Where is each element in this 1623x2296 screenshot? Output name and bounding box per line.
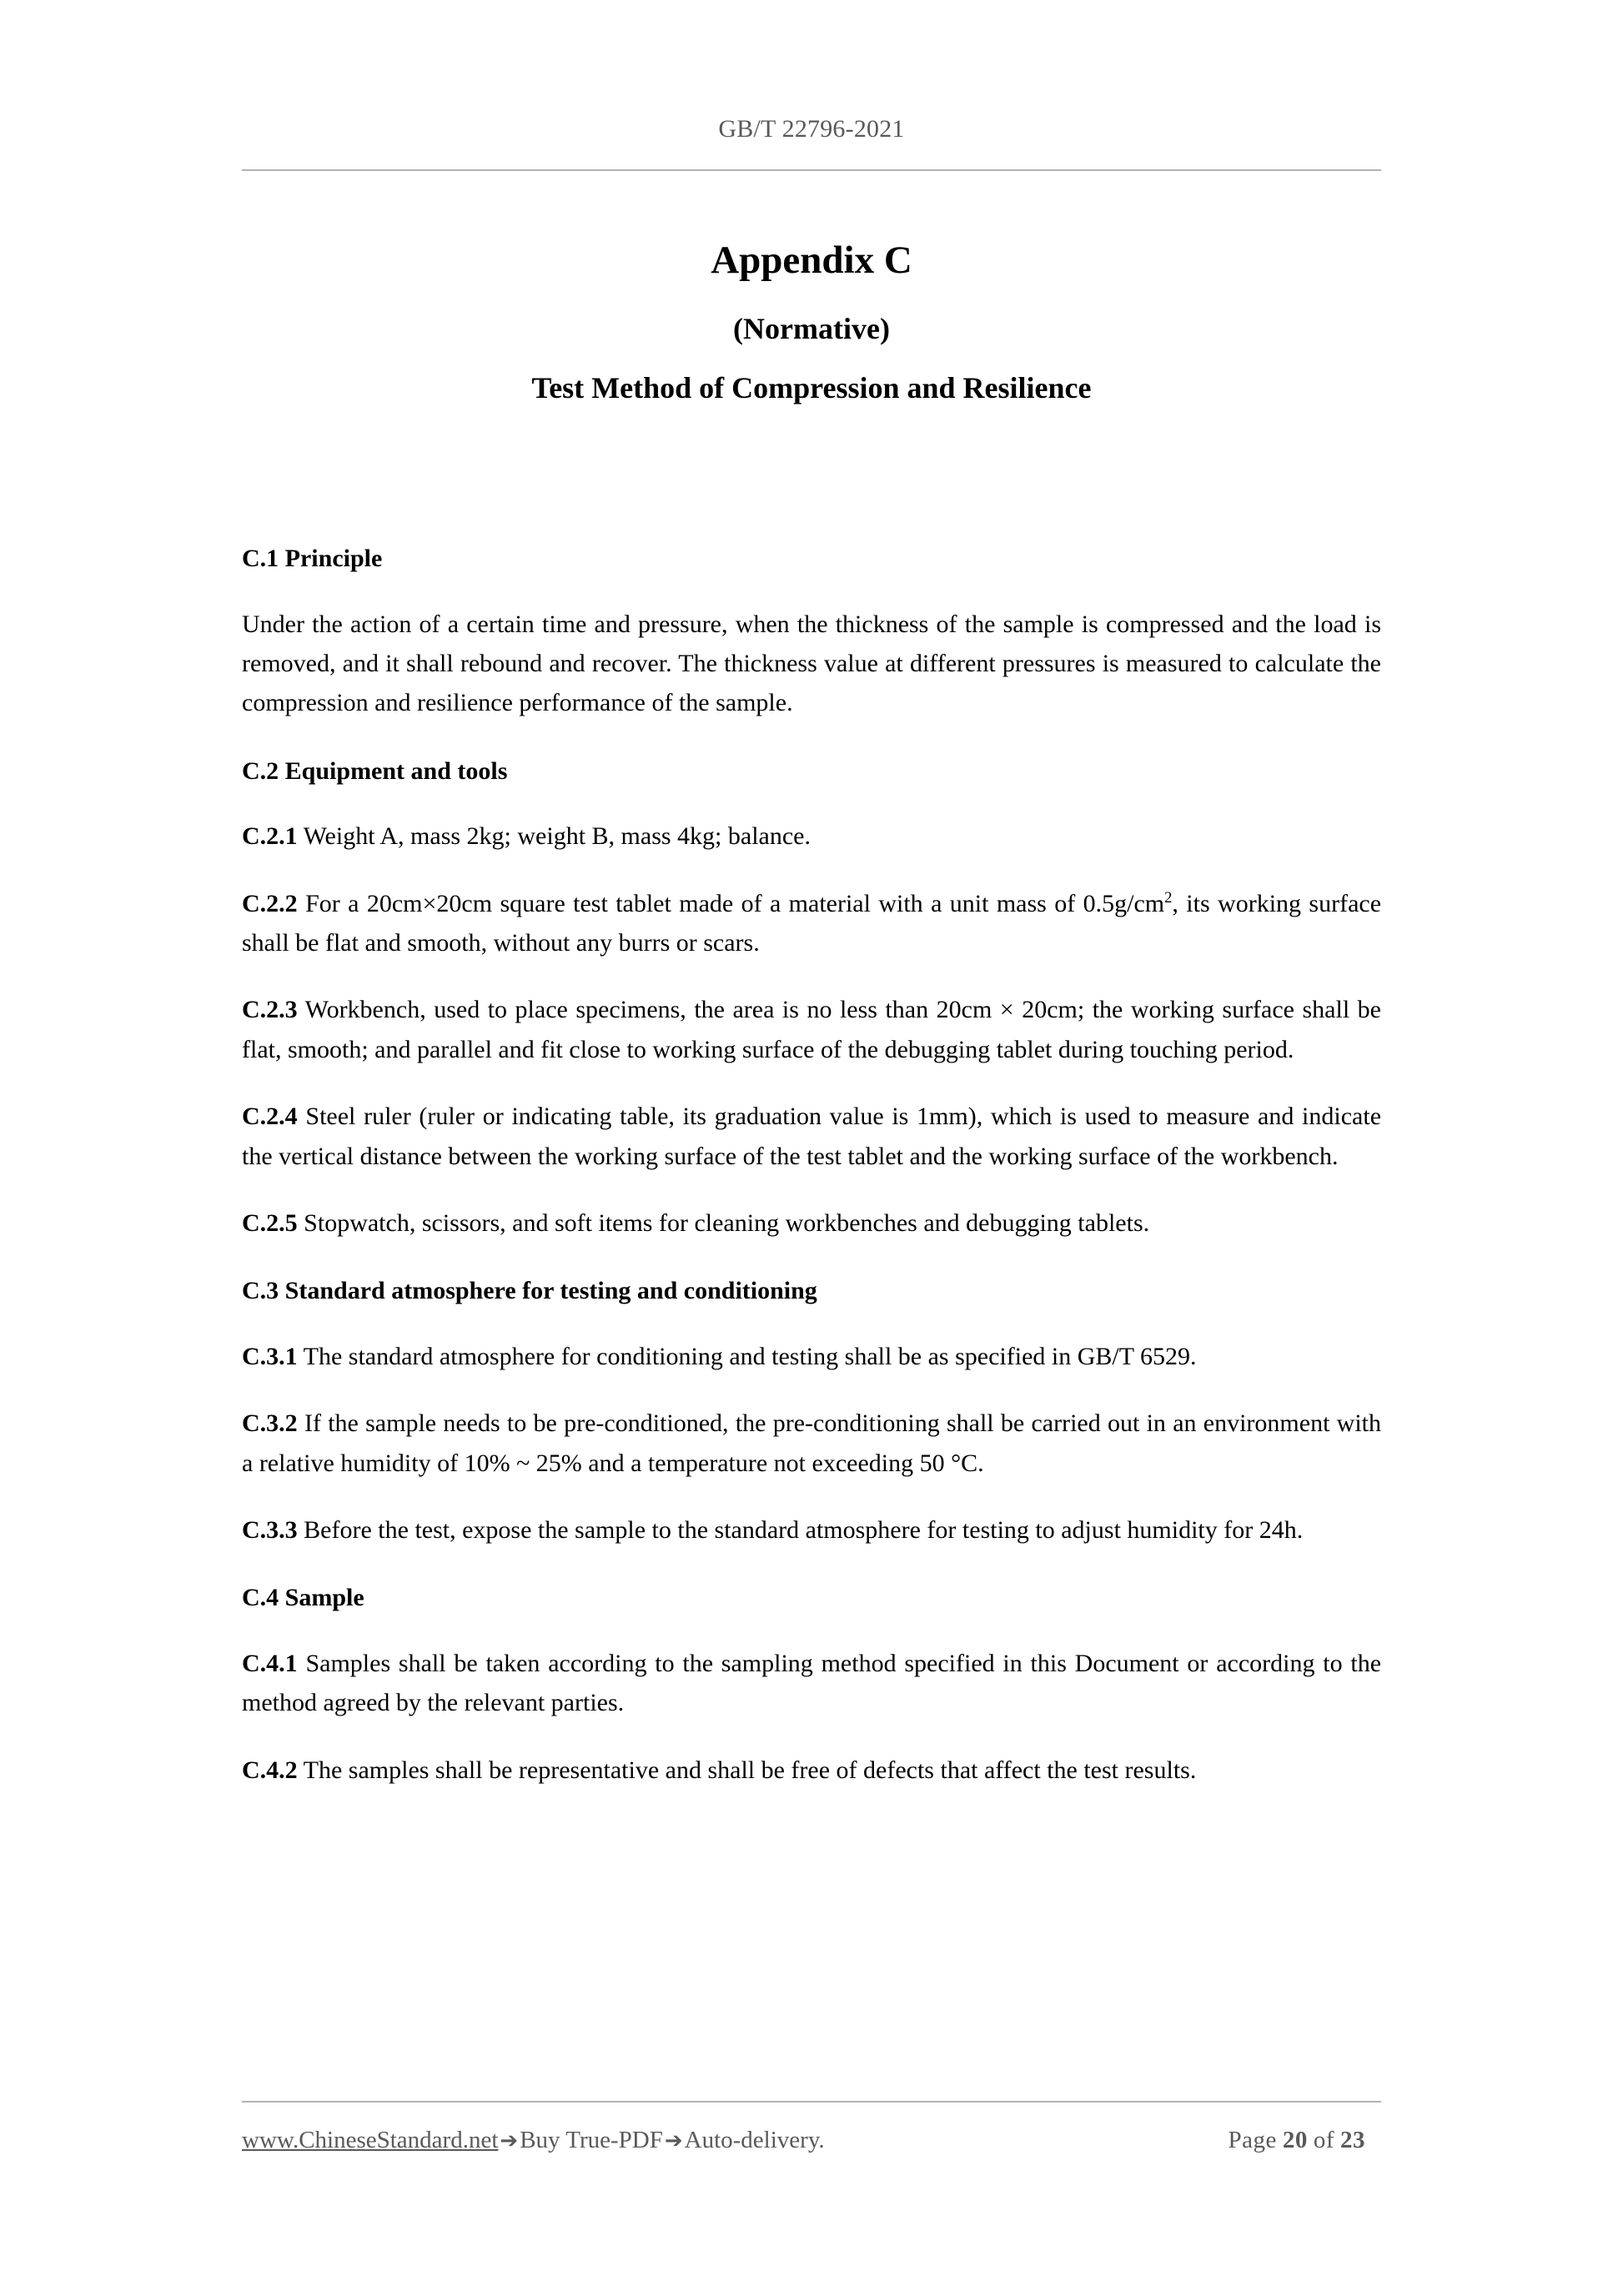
paragraph-c4-2	[242, 1751, 1381, 1790]
method-title: Test Method of Compression and Resilience	[531, 371, 1092, 405]
clause-number-c2-5: C.2.5	[242, 1208, 298, 1237]
header-divider	[242, 169, 1381, 171]
current-page-number: 20	[1282, 2127, 1308, 2153]
paragraph-c3-2	[242, 1404, 1381, 1483]
clause-number-c3-1: C.3.1	[242, 1342, 298, 1370]
page-header	[242, 117, 1381, 142]
paragraph-c2-3	[242, 990, 1381, 1069]
document-body	[242, 542, 1381, 1790]
paragraph-c3-1	[242, 1337, 1381, 1376]
paragraph-c4-1	[242, 1644, 1381, 1723]
clause-number-c3-2: C.3.2	[242, 1409, 298, 1438]
clause-text-c3-2: If the sample needs to be pre-conditioned, the pre-conditioning shall be carried out in an environment with a relative humidity of 10% ~ 25% and a temperature not exceeding 50 °C.	[242, 1409, 1382, 1477]
section-heading-c4: C.4 Sample	[242, 1584, 364, 1612]
superscript-square: 2	[1164, 888, 1173, 907]
footer-promo	[242, 2125, 825, 2155]
page-indicator	[1228, 2125, 1381, 2155]
section-heading-c1: C.1 Principle	[242, 545, 383, 572]
clause-text-c2-4: Steel ruler (ruler or indicating table, its graduation value is 1mm), which is used to measure and indicate the vertical distance between the working surface of the test tablet and the working surface of the workbench.	[242, 1103, 1382, 1170]
clause-text-c4-2: The samples shall be representative and shall be free of defects that affect the test results.	[303, 1756, 1197, 1784]
clause-number-c2-3: C.2.3	[242, 996, 298, 1024]
standard-code-label: GB/T 22796-2021	[718, 115, 905, 143]
clause-text-c2-2-after-sup: , its working surface shall be flat and smooth, without any burrs or scars.	[242, 889, 1382, 957]
appendix-title: Appendix C	[711, 239, 912, 282]
chinesestandard-link[interactable]: www.ChineseStandard.net	[242, 2127, 499, 2153]
clause-text-c4-1: Samples shall be taken according to the sampling method specified in this Document or according to the method agreed by the relevant parties.	[242, 1649, 1382, 1717]
clause-text-c2-5: Stopwatch, scissors, and soft items for cleaning workbenches and debugging tablets.	[304, 1208, 1150, 1237]
total-page-number: 23	[1340, 2127, 1365, 2153]
clause-number-c2-4: C.2.4	[242, 1103, 298, 1131]
clause-number-c4-1: C.4.1	[242, 1649, 298, 1677]
clause-number-c2-2: C.2.2	[242, 889, 298, 917]
clause-text-c2-1: Weight A, mass 2kg; weight B, mass 4kg; balance.	[303, 822, 811, 851]
paragraph-c1-principle: Under the action of a certain time and pressure, when the thickness of the sample is compressed and the load is removed, and it shall rebound and recover. The thickness value at different pressures is measured to calculate the compression and resilience performance of the sample.	[242, 610, 1381, 717]
auto-delivery-label: Auto-delivery.	[684, 2127, 825, 2153]
clause-number-c2-1: C.2.1	[242, 822, 298, 851]
clause-text-c2-3: Workbench, used to place specimens, the area is no less than 20cm × 20cm; the working surface shall be flat, smooth; and parallel and fit close to working surface of the debugging tablet during touching period.	[242, 996, 1381, 1063]
normative-subtitle: (Normative)	[733, 312, 890, 346]
footer-divider	[242, 2101, 1381, 2103]
paragraph-c3-3	[242, 1510, 1381, 1550]
paragraph-c2-2	[242, 884, 1381, 963]
clause-text-c3-1: The standard atmosphere for conditioning and testing shall be as specified in GB/T 6529.	[303, 1342, 1197, 1370]
page-word-label: Page	[1228, 2127, 1277, 2153]
arrow-right-icon-2: ➔	[664, 2128, 683, 2153]
arrow-right-icon: ➔	[500, 2128, 519, 2153]
title-block	[242, 238, 1381, 406]
of-word-label: of	[1313, 2127, 1334, 2153]
section-heading-c2: C.2 Equipment and tools	[242, 756, 508, 785]
clause-text-c2-2-before-sup: For a 20cm×20cm square test tablet made of a material with a unit mass of 0.5g/cm	[305, 889, 1165, 917]
clause-number-c3-3: C.3.3	[242, 1515, 298, 1544]
buy-true-pdf-label: Buy True-PDF	[520, 2127, 663, 2153]
clause-text-c3-3: Before the test, expose the sample to the standard atmosphere for testing to adjust humidity for 24h.	[304, 1515, 1304, 1544]
paragraph-c2-4	[242, 1097, 1381, 1176]
section-heading-c3: C.3 Standard atmosphere for testing and conditioning	[242, 1277, 817, 1305]
page-footer	[242, 2125, 1381, 2155]
paragraph-c2-5	[242, 1203, 1381, 1243]
clause-number-c4-2: C.4.2	[242, 1756, 298, 1784]
paragraph-c2-1	[242, 816, 1381, 856]
